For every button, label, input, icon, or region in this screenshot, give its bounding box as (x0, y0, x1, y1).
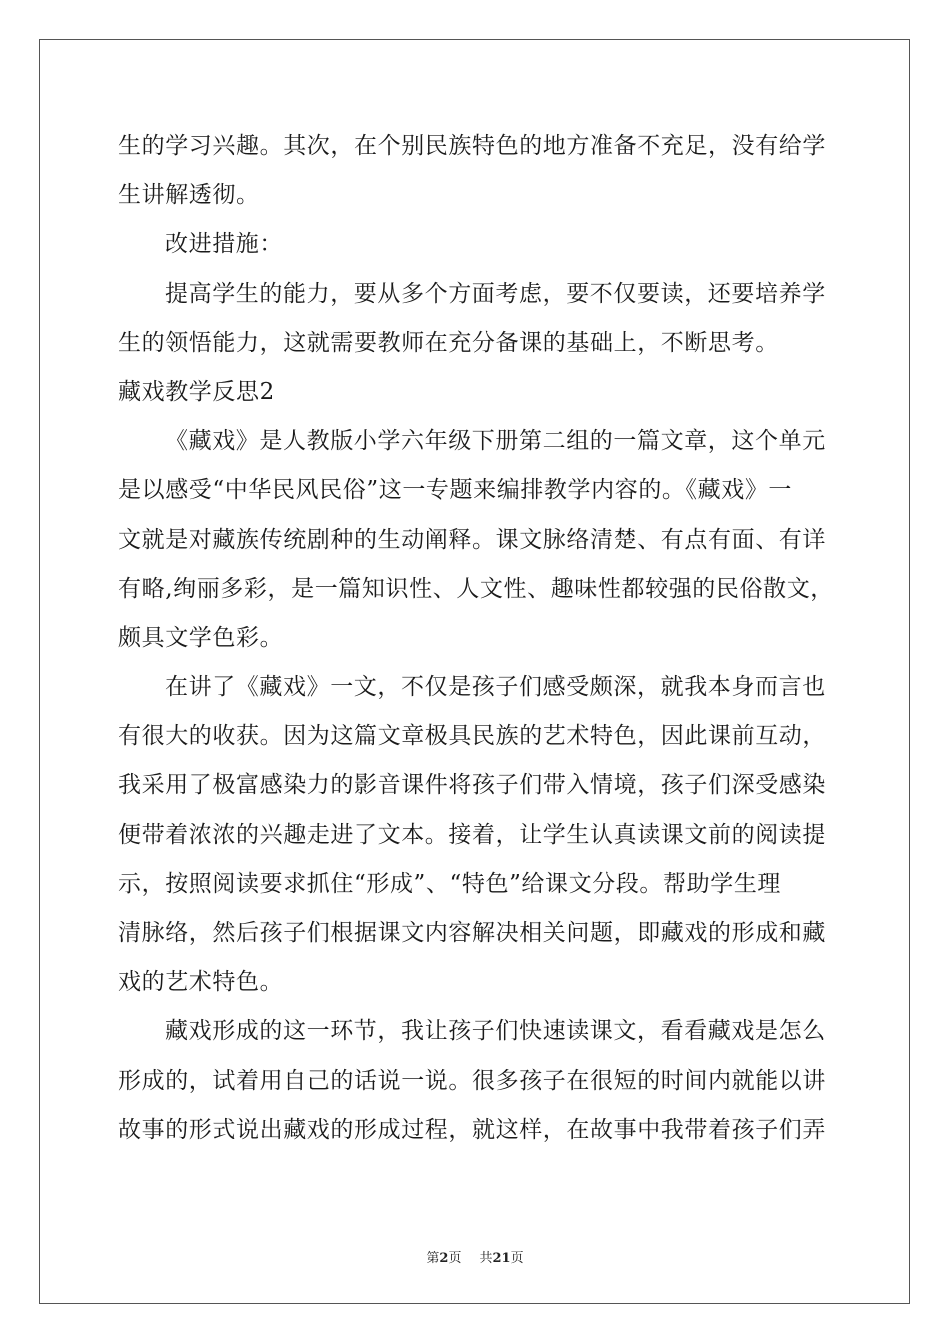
text-line: 《藏戏》是人教版小学六年级下册第二组的一篇文章，这个单元 (165, 428, 826, 455)
text-line: 我采用了极富感染力的影音课件将孩子们带入情境，孩子们深受感染 (118, 772, 826, 799)
footer-total-prefix: 共 (479, 1251, 493, 1266)
page-footer (0, 1247, 950, 1266)
text-line: 颇具文学色彩。 (118, 624, 284, 651)
text-line: 示，按照阅读要求抓住“形成”、“特色”给课文分段。帮助学生理 (118, 870, 782, 897)
footer-total-unit: 页 (510, 1251, 524, 1266)
text-line: 藏戏教学反思2 (118, 378, 275, 405)
text-line: 改进措施： (165, 231, 283, 258)
document-body (118, 122, 833, 1155)
text-line: 便带着浓浓的兴趣走进了文本。接着，让学生认真读课文前的阅读提 (118, 821, 826, 848)
text-line: 有略,绚丽多彩，是一篇知识性、人文性、趣味性都较强的民俗散文， (118, 575, 834, 602)
footer-page-unit: 页 (448, 1251, 462, 1266)
text-line: 形成的，试着用自己的话说一说。很多孩子在很短的时间内就能以讲 (118, 1067, 826, 1094)
text-line: 生的领悟能力，这就需要教师在充分备课的基础上，不断思考。 (118, 329, 779, 356)
text-line: 在讲了《藏戏》一文，不仅是孩子们感受颇深，就我本身而言也 (165, 674, 826, 701)
footer-page-total: 21 (492, 1251, 511, 1266)
text-line: 清脉络，然后孩子们根据课文内容解决相关问题，即藏戏的形成和藏 (118, 920, 826, 946)
footer-page-current: 2 (439, 1251, 449, 1266)
text-line: 提高学生的能力，要从多个方面考虑，要不仅要读，还要培养学 (165, 280, 826, 307)
text-line: 生讲解透彻。 (118, 182, 260, 209)
text-line: 是以感受“中华民风民俗”这一专题来编排教学内容的。《藏戏》一 (118, 477, 793, 504)
text-line: 藏戏形成的这一环节，我让孩子们快速读课文，看看藏戏是怎么 (165, 1018, 826, 1045)
text-line: 文就是对藏族传统剧种的生动阐释。课文脉络清楚、有点有面、有详 (118, 526, 826, 553)
text-line: 生的学习兴趣。其次，在个别民族特色的地方准备不充足，没有给学 (118, 133, 826, 159)
text-line: 有很大的收获。因为这篇文章极具民族的艺术特色，因此课前互动， (118, 723, 826, 750)
text-line: 故事的形式说出藏戏的形成过程，就这样，在故事中我带着孩子们弄 (118, 1116, 826, 1143)
text-line: 戏的艺术特色。 (118, 969, 284, 996)
footer-page-prefix: 第 (426, 1251, 440, 1266)
